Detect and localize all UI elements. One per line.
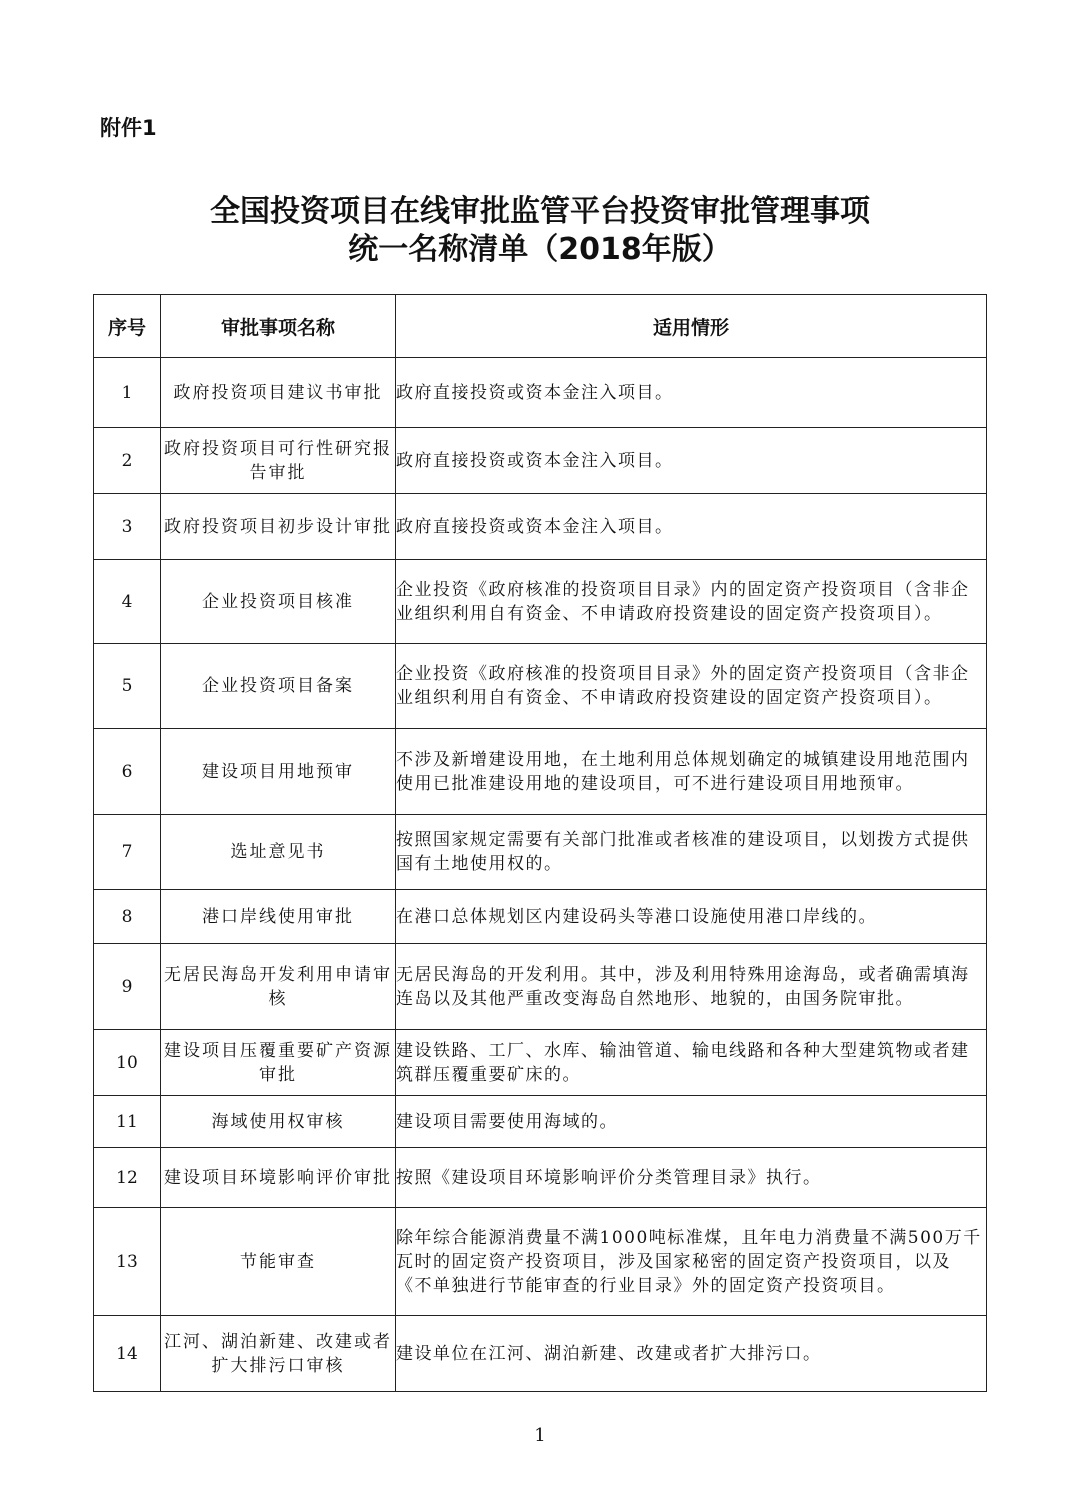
table-row [94, 944, 987, 1030]
table-row [94, 494, 987, 560]
row-item-name: 江河、湖泊新建、改建或者扩大排污口审核 [161, 1316, 396, 1392]
table-row [94, 890, 987, 944]
row-description: 在港口总体规划区内建设码头等港口设施使用港口岸线的。 [396, 890, 987, 944]
row-item-name: 企业投资项目核准 [161, 560, 396, 644]
table-row [94, 1208, 987, 1316]
row-description: 无居民海岛的开发利用。其中，涉及利用特殊用途海岛，或者确需填海连岛以及其他严重改变海岛自然地形、地貌的，由国务院审批。 [396, 944, 987, 1030]
table-row [94, 1030, 987, 1096]
row-item-name: 港口岸线使用审批 [161, 890, 396, 944]
row-number: 11 [94, 1096, 161, 1148]
row-item-name: 政府投资项目可行性研究报告审批 [161, 428, 396, 494]
row-number: 1 [94, 358, 161, 428]
row-number: 4 [94, 560, 161, 644]
row-number: 5 [94, 644, 161, 729]
table-row [94, 428, 987, 494]
table-row [94, 1316, 987, 1392]
table-row [94, 644, 987, 729]
row-number: 2 [94, 428, 161, 494]
row-description: 建设铁路、工厂、水库、输油管道、输电线路和各种大型建筑物或者建筑群压覆重要矿床的。 [396, 1030, 987, 1096]
row-item-name: 选址意见书 [161, 815, 396, 890]
row-description: 政府直接投资或资本金注入项目。 [396, 358, 987, 428]
row-item-name: 节能审查 [161, 1208, 396, 1316]
row-description: 按照《建设项目环境影响评价分类管理目录》执行。 [396, 1148, 987, 1208]
row-number: 6 [94, 729, 161, 815]
row-number: 9 [94, 944, 161, 1030]
header-serial-number: 序号 [94, 295, 161, 358]
row-description: 按照国家规定需要有关部门批准或者核准的建设项目，以划拨方式提供国有土地使用权的。 [396, 815, 987, 890]
table-header-row [94, 295, 987, 358]
row-description: 建设单位在江河、湖泊新建、改建或者扩大排污口。 [396, 1316, 987, 1392]
row-number: 10 [94, 1030, 161, 1096]
row-number: 12 [94, 1148, 161, 1208]
row-description: 建设项目需要使用海域的。 [396, 1096, 987, 1148]
row-item-name: 建设项目用地预审 [161, 729, 396, 815]
row-description: 企业投资《政府核准的投资项目目录》外的固定资产投资项目（含非企业组织利用自有资金、不申请政府投资建设的固定资产投资项目）。 [396, 644, 987, 729]
table-row [94, 1096, 987, 1148]
row-number: 8 [94, 890, 161, 944]
row-description: 企业投资《政府核准的投资项目目录》内的固定资产投资项目（含非企业组织利用自有资金、不申请政府投资建设的固定资产投资项目）。 [396, 560, 987, 644]
table-row [94, 1148, 987, 1208]
table-row [94, 729, 987, 815]
document-title-line-2: 统一名称清单（2018年版） [348, 232, 732, 267]
header-item-name: 审批事项名称 [161, 295, 396, 358]
table-row [94, 560, 987, 644]
row-item-name: 企业投资项目备案 [161, 644, 396, 729]
table-row [94, 815, 987, 890]
row-number: 14 [94, 1316, 161, 1392]
row-item-name: 海域使用权审核 [161, 1096, 396, 1148]
header-applicable-case: 适用情形 [396, 295, 987, 358]
attachment-label: 附件1 [100, 116, 157, 140]
row-number: 13 [94, 1208, 161, 1316]
document-title-line-1: 全国投资项目在线审批监管平台投资审批管理事项 [210, 194, 870, 229]
row-number: 3 [94, 494, 161, 560]
row-description: 除年综合能源消费量不满1000吨标准煤，且年电力消费量不满500万千瓦时的固定资产投资项目，涉及国家秘密的固定资产投资项目，以及《不单独进行节能审查的行业目录》外的固定资产投资项目。 [396, 1208, 987, 1316]
approval-items-table [93, 294, 987, 1392]
row-item-name: 无居民海岛开发利用申请审核 [161, 944, 396, 1030]
row-item-name: 建设项目压覆重要矿产资源审批 [161, 1030, 396, 1096]
row-description: 政府直接投资或资本金注入项目。 [396, 428, 987, 494]
page-number: 1 [534, 1425, 546, 1446]
row-item-name: 政府投资项目建议书审批 [161, 358, 396, 428]
row-item-name: 建设项目环境影响评价审批 [161, 1148, 396, 1208]
row-number: 7 [94, 815, 161, 890]
table-row [94, 358, 987, 428]
row-item-name: 政府投资项目初步设计审批 [161, 494, 396, 560]
row-description: 不涉及新增建设用地，在土地利用总体规划确定的城镇建设用地范围内使用已批准建设用地的建设项目，可不进行建设项目用地预审。 [396, 729, 987, 815]
row-description: 政府直接投资或资本金注入项目。 [396, 494, 987, 560]
